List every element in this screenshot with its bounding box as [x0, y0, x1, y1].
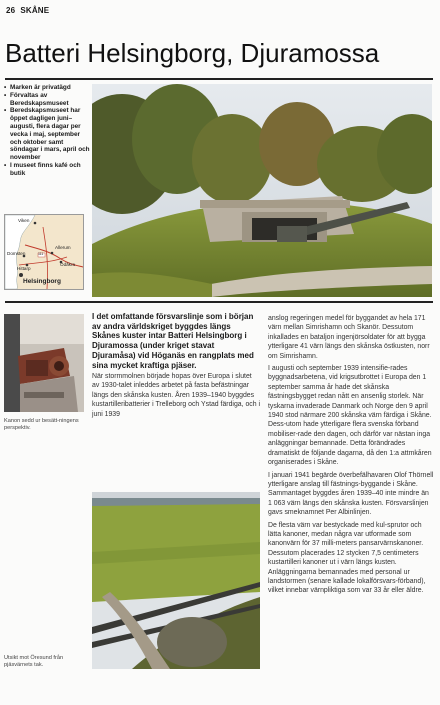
sea-view-photo [92, 492, 260, 669]
map-place-label: Ödåkra [60, 262, 76, 267]
cannon-caption: Kanon sedd ur besätt-ningens perspektiv. [4, 418, 79, 431]
cannon-image [4, 314, 84, 412]
running-header [0, 3, 440, 17]
page-number: 26 [6, 5, 16, 15]
title-divider [5, 78, 433, 80]
page-title: Batteri Helsingborg, Djuramossa [5, 38, 380, 68]
bunker-image [92, 84, 432, 297]
body-column-right [268, 314, 434, 599]
map-place-label: Hittarp [17, 266, 31, 271]
body-paragraph: När stormmolnen började hopas över Europa i slutet av 1930-talet inleddes arbetet på fasta befästningar längs den skånska kusten. Åren 1939–1940 byggdes kustartilleribatterier i Trelleborg och Ystad färdiga, och i juni 1939 [92, 373, 261, 418]
fact-item: • Beredskapsmuseet har öppet dagligen juni–augusti, flera dagar per vecka i maj, september och oktober samt söndagar i mars, april och november [4, 107, 90, 162]
map-road-number: 111 [38, 252, 44, 256]
sea-view-image [92, 492, 260, 669]
map-place-label: Viken [18, 218, 30, 223]
fact-item: • I museet finns kafé och butik [4, 162, 90, 178]
intro-paragraph: I det omfattande försvarslinje som i början av andra världskriget byggdes längs Skånes kuster intar Batteri Helsingborg i Djuramossa (under kriget stavat Djuramåsa) vid Höganäs en rangplats med sina mycket kraftiga pjäser. [92, 312, 254, 370]
section-label: SKÅNE [20, 5, 50, 15]
fact-item: • Förvaltas av Beredskapsmuseet [4, 92, 90, 108]
section-divider [5, 301, 433, 303]
sea-view-caption: Utsikt mot Öresund från pjäsvärnets tak. [4, 655, 64, 668]
hero-photo [92, 84, 432, 297]
map-place-label: Domsten [7, 251, 26, 256]
body-paragraph: I augusti och september 1939 intensifie-rades byggnadsarbetena, vid krigsutbrottet i Europa den 1 september samma år hade det skånska fästningsbygget redan nått en ansenlig storlek. När tyskarna invaderade Danmark och Norge den 9 april 1940 stod närmare 200 skånska värn färdiga i Skåne. Dess-utom hade ytterligare flera svenska förband mobiliser-rade den dagen, och därför var nästan inga anläggningar bemannade. Detta förändrades dramatiskt de följande dagarna, då den 1:a attmkåren organiserades i Skåne. [268, 365, 432, 467]
body-paragraph: De flesta värn var bestyckade med kul-sprutor och lätta kanoner, medan några var utformade som kanonvärn för 37 milli-meters pansarvärnskanoner. Dessutom placerades 12 stycken 7,5 centimeters kustartilleri kanoner ut i värn längs kusten. Anläggningarna bemannades med personal ur landstormen (senare kallade lokalförsvars-förband), vilket innebar värnpliktiga som var 33 år eller äldre. [268, 521, 426, 595]
body-paragraph: I januari 1941 begärde överbefälhavaren Olof Thörnell ytterligare anslag till fästnings-byggande i Skåne. Sammantaget byggdes åren 1939–40 inte mindre än 1 063 värn längs den skånska kusten. Försvarslinjen gavs smeknamnet Per Albinlinjen. [268, 471, 434, 517]
fact-list [4, 84, 90, 178]
body-column-middle [92, 372, 260, 422]
map-place-label: Allerum [55, 245, 71, 250]
fact-item: • Marken är privatägd [4, 84, 90, 92]
body-paragraph: anslog regeringen medel för byggandet av hela 171 värn mellan Simrishamn och Skanör. Dessutom inkallades en bataljon ingenjörsoldater för att bygga ytterligare 41 värn längs den skånska östkusten, norr om Simrishamn. [268, 315, 430, 360]
cannon-photo [4, 314, 84, 412]
locator-map [4, 214, 84, 290]
map-place-label: Helsingborg [23, 278, 61, 285]
